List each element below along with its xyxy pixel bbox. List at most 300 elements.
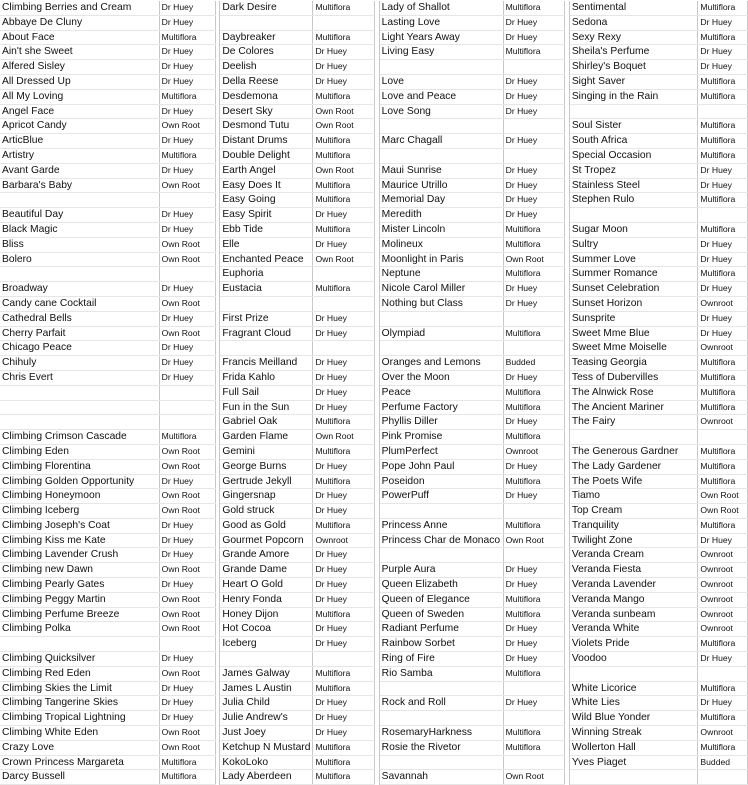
- rose-name-cell[interactable]: Stainless Steel: [569, 178, 698, 193]
- rootstock-cell[interactable]: Ownroot: [698, 622, 748, 637]
- rose-name-cell[interactable]: Earth Angel: [220, 163, 313, 178]
- rose-name-cell[interactable]: Pope John Paul: [379, 459, 503, 474]
- rose-name-cell[interactable]: Yves Piaget: [569, 755, 698, 770]
- rose-name-cell[interactable]: Double Delight: [220, 148, 313, 163]
- rootstock-cell[interactable]: Multiflora: [313, 770, 375, 785]
- rose-name-cell[interactable]: About Face: [0, 30, 159, 45]
- rose-name-cell[interactable]: Veranda sunbeam: [569, 607, 698, 622]
- rose-name-cell[interactable]: Easy Does It: [220, 178, 313, 193]
- rose-name-cell[interactable]: Cathedral Bells: [0, 311, 159, 326]
- rose-name-cell[interactable]: [0, 267, 159, 282]
- rose-name-cell[interactable]: [220, 652, 313, 667]
- rootstock-cell[interactable]: Own Root: [159, 459, 215, 474]
- rootstock-cell[interactable]: Dr Huey: [503, 622, 565, 637]
- rootstock-cell[interactable]: Multiflora: [313, 134, 375, 149]
- rootstock-cell[interactable]: Own Root: [159, 504, 215, 519]
- rose-name-cell[interactable]: Princess Anne: [379, 518, 503, 533]
- rootstock-cell[interactable]: Multiflora: [159, 30, 215, 45]
- rose-name-cell[interactable]: Veranda Cream: [569, 548, 698, 563]
- rootstock-cell[interactable]: Multiflora: [503, 518, 565, 533]
- rootstock-cell[interactable]: Dr Huey: [698, 163, 748, 178]
- rose-name-cell[interactable]: Molineux: [379, 237, 503, 252]
- rootstock-cell[interactable]: Multiflora: [698, 385, 748, 400]
- rootstock-cell[interactable]: Dr Huey: [159, 474, 215, 489]
- rose-name-cell[interactable]: Phyllis Diller: [379, 415, 503, 430]
- rose-name-cell[interactable]: Living Easy: [379, 45, 503, 60]
- rose-name-cell[interactable]: Climbing Golden Opportunity: [0, 474, 159, 489]
- rose-name-cell[interactable]: Sugar Moon: [569, 222, 698, 237]
- rootstock-cell[interactable]: Dr Huey: [313, 237, 375, 252]
- rootstock-cell[interactable]: Dr Huey: [503, 370, 565, 385]
- rose-name-cell[interactable]: Climbing Quicksilver: [0, 652, 159, 667]
- rose-name-cell[interactable]: Grande Dame: [220, 563, 313, 578]
- rootstock-cell[interactable]: Dr Huey: [159, 282, 215, 297]
- rootstock-cell[interactable]: Own Root: [313, 252, 375, 267]
- rose-name-cell[interactable]: Elle: [220, 237, 313, 252]
- rootstock-cell[interactable]: Dr Huey: [159, 370, 215, 385]
- rose-name-cell[interactable]: Veranda Fiesta: [569, 563, 698, 578]
- rootstock-cell[interactable]: Own Root: [313, 104, 375, 119]
- rose-name-cell[interactable]: Darcy Bussell: [0, 770, 159, 785]
- rootstock-cell[interactable]: Dr Huey: [698, 45, 748, 60]
- rootstock-cell[interactable]: Dr Huey: [503, 415, 565, 430]
- rootstock-cell[interactable]: Multiflora: [313, 666, 375, 681]
- rose-name-cell[interactable]: Frida Kahlo: [220, 370, 313, 385]
- rootstock-cell[interactable]: [503, 60, 565, 75]
- rootstock-cell[interactable]: [698, 666, 748, 681]
- rootstock-cell[interactable]: Multiflora: [698, 370, 748, 385]
- rootstock-cell[interactable]: Dr Huey: [503, 578, 565, 593]
- rose-name-cell[interactable]: Rainbow Sorbet: [379, 637, 503, 652]
- rose-name-cell[interactable]: Queen of Sweden: [379, 607, 503, 622]
- rootstock-cell[interactable]: Multiflora: [313, 518, 375, 533]
- rose-name-cell[interactable]: Daybreaker: [220, 30, 313, 45]
- rootstock-cell[interactable]: Dr Huey: [313, 696, 375, 711]
- rose-name-cell[interactable]: Purple Aura: [379, 563, 503, 578]
- rootstock-cell[interactable]: Multiflora: [698, 681, 748, 696]
- rootstock-cell[interactable]: Dr Huey: [159, 60, 215, 75]
- rootstock-cell[interactable]: Dr Huey: [313, 60, 375, 75]
- rootstock-cell[interactable]: Multiflora: [313, 30, 375, 45]
- rootstock-cell[interactable]: Dr Huey: [503, 489, 565, 504]
- rootstock-cell[interactable]: Dr Huey: [313, 578, 375, 593]
- rootstock-cell[interactable]: Multiflora: [698, 193, 748, 208]
- rose-name-cell[interactable]: Dark Desire: [220, 1, 313, 15]
- rootstock-cell[interactable]: Multiflora: [159, 755, 215, 770]
- rose-name-cell[interactable]: [379, 119, 503, 134]
- rose-name-cell[interactable]: Bliss: [0, 237, 159, 252]
- rootstock-cell[interactable]: Multiflora: [698, 637, 748, 652]
- rootstock-cell[interactable]: Dr Huey: [313, 400, 375, 415]
- rose-name-cell[interactable]: Francis Meilland: [220, 356, 313, 371]
- rootstock-cell[interactable]: Dr Huey: [159, 578, 215, 593]
- rose-name-cell[interactable]: Fun in the Sun: [220, 400, 313, 415]
- rootstock-cell[interactable]: Multiflora: [313, 607, 375, 622]
- rose-name-cell[interactable]: PlumPerfect: [379, 444, 503, 459]
- rose-name-cell[interactable]: Abbaye De Cluny: [0, 15, 159, 30]
- rose-name-cell[interactable]: Garden Flame: [220, 430, 313, 445]
- rose-name-cell[interactable]: Julie Andrew's: [220, 711, 313, 726]
- rose-name-cell[interactable]: Love: [379, 74, 503, 89]
- rose-name-cell[interactable]: Alfered Sisley: [0, 60, 159, 75]
- rootstock-cell[interactable]: Own Root: [159, 326, 215, 341]
- rose-name-cell[interactable]: James Galway: [220, 666, 313, 681]
- rose-name-cell[interactable]: Climbing new Dawn: [0, 563, 159, 578]
- rose-name-cell[interactable]: Sweet Mme Blue: [569, 326, 698, 341]
- rootstock-cell[interactable]: Dr Huey: [503, 282, 565, 297]
- rose-name-cell[interactable]: Sweet Mme Moiselle: [569, 341, 698, 356]
- rootstock-cell[interactable]: [503, 311, 565, 326]
- rootstock-cell[interactable]: Dr Huey: [503, 696, 565, 711]
- rootstock-cell[interactable]: Multiflora: [313, 444, 375, 459]
- rootstock-cell[interactable]: Multiflora: [698, 1, 748, 15]
- rose-name-cell[interactable]: [0, 637, 159, 652]
- rootstock-cell[interactable]: Dr Huey: [698, 237, 748, 252]
- rose-name-cell[interactable]: Gourmet Popcorn: [220, 533, 313, 548]
- rose-name-cell[interactable]: Maui Sunrise: [379, 163, 503, 178]
- rootstock-cell[interactable]: Ownroot: [698, 607, 748, 622]
- rose-name-cell[interactable]: Euphoria: [220, 267, 313, 282]
- rose-name-cell[interactable]: The Lady Gardener: [569, 459, 698, 474]
- rose-name-cell[interactable]: Meredith: [379, 208, 503, 223]
- rootstock-cell[interactable]: Dr Huey: [503, 459, 565, 474]
- rootstock-cell[interactable]: Dr Huey: [313, 726, 375, 741]
- rose-name-cell[interactable]: Pink Promise: [379, 430, 503, 445]
- rose-name-cell[interactable]: Full Sail: [220, 385, 313, 400]
- rootstock-cell[interactable]: Dr Huey: [698, 533, 748, 548]
- rose-name-cell[interactable]: Heart O Gold: [220, 578, 313, 593]
- rose-name-cell[interactable]: Twilight Zone: [569, 533, 698, 548]
- rootstock-cell[interactable]: Multiflora: [503, 1, 565, 15]
- rose-name-cell[interactable]: Shirley's Boquet: [569, 60, 698, 75]
- rose-name-cell[interactable]: [569, 104, 698, 119]
- rose-name-cell[interactable]: ArticBlue: [0, 134, 159, 149]
- rose-name-cell[interactable]: Climbing Skies the Limit: [0, 681, 159, 696]
- rose-name-cell[interactable]: The Alnwick Rose: [569, 385, 698, 400]
- rose-name-cell[interactable]: The Generous Gardner: [569, 444, 698, 459]
- rootstock-cell[interactable]: Dr Huey: [313, 385, 375, 400]
- rootstock-cell[interactable]: Dr Huey: [698, 60, 748, 75]
- rose-name-cell[interactable]: Henry Fonda: [220, 592, 313, 607]
- rose-name-cell[interactable]: Marc Chagall: [379, 134, 503, 149]
- rootstock-cell[interactable]: Multiflora: [159, 430, 215, 445]
- rootstock-cell[interactable]: Multiflora: [503, 400, 565, 415]
- rose-name-cell[interactable]: Della Reese: [220, 74, 313, 89]
- rootstock-cell[interactable]: Own Root: [159, 489, 215, 504]
- rootstock-cell[interactable]: [503, 711, 565, 726]
- rose-name-cell[interactable]: Barbara's Baby: [0, 178, 159, 193]
- rose-name-cell[interactable]: The Ancient Mariner: [569, 400, 698, 415]
- rootstock-cell[interactable]: Own Root: [159, 726, 215, 741]
- rose-name-cell[interactable]: Veranda White: [569, 622, 698, 637]
- rootstock-cell[interactable]: Multiflora: [698, 356, 748, 371]
- rootstock-cell[interactable]: Own Root: [503, 252, 565, 267]
- rootstock-cell[interactable]: Multiflora: [159, 770, 215, 785]
- rootstock-cell[interactable]: Multiflora: [503, 726, 565, 741]
- rose-name-cell[interactable]: Angel Face: [0, 104, 159, 119]
- rootstock-cell[interactable]: Dr Huey: [313, 711, 375, 726]
- rootstock-cell[interactable]: Own Root: [159, 563, 215, 578]
- rootstock-cell[interactable]: Own Root: [159, 622, 215, 637]
- rose-name-cell[interactable]: Tess of Dubervilles: [569, 370, 698, 385]
- rose-name-cell[interactable]: De Colores: [220, 45, 313, 60]
- rootstock-cell[interactable]: [698, 430, 748, 445]
- rootstock-cell[interactable]: Dr Huey: [313, 459, 375, 474]
- rootstock-cell[interactable]: [159, 400, 215, 415]
- rootstock-cell[interactable]: Own Root: [159, 237, 215, 252]
- rootstock-cell[interactable]: Dr Huey: [159, 15, 215, 30]
- rootstock-cell[interactable]: Dr Huey: [313, 326, 375, 341]
- rootstock-cell[interactable]: Multiflora: [698, 518, 748, 533]
- rootstock-cell[interactable]: Own Root: [503, 770, 565, 785]
- rose-name-cell[interactable]: Sunset Celebration: [569, 282, 698, 297]
- rootstock-cell[interactable]: Dr Huey: [698, 696, 748, 711]
- rootstock-cell[interactable]: Dr Huey: [698, 311, 748, 326]
- rootstock-cell[interactable]: Multiflora: [698, 400, 748, 415]
- rootstock-cell[interactable]: Dr Huey: [503, 30, 565, 45]
- rootstock-cell[interactable]: Dr Huey: [313, 208, 375, 223]
- rose-name-cell[interactable]: Singing in the Rain: [569, 89, 698, 104]
- rootstock-cell[interactable]: Dr Huey: [698, 252, 748, 267]
- rose-name-cell[interactable]: [379, 548, 503, 563]
- rootstock-cell[interactable]: Dr Huey: [503, 163, 565, 178]
- rose-name-cell[interactable]: Wollerton Hall: [569, 740, 698, 755]
- rootstock-cell[interactable]: Multiflora: [698, 444, 748, 459]
- rose-name-cell[interactable]: Memorial Day: [379, 193, 503, 208]
- rootstock-cell[interactable]: Dr Huey: [503, 193, 565, 208]
- rose-name-cell[interactable]: [220, 15, 313, 30]
- rootstock-cell[interactable]: Ownroot: [698, 415, 748, 430]
- rose-name-cell[interactable]: Sunset Horizon: [569, 296, 698, 311]
- rootstock-cell[interactable]: Dr Huey: [159, 74, 215, 89]
- rose-name-cell[interactable]: [569, 666, 698, 681]
- rose-name-cell[interactable]: Easy Going: [220, 193, 313, 208]
- rootstock-cell[interactable]: Own Root: [159, 607, 215, 622]
- rose-name-cell[interactable]: Climbing Crimson Cascade: [0, 430, 159, 445]
- rose-name-cell[interactable]: Oranges and Lemons: [379, 356, 503, 371]
- rose-name-cell[interactable]: Nothing but Class: [379, 296, 503, 311]
- rose-name-cell[interactable]: Sultry: [569, 237, 698, 252]
- rose-name-cell[interactable]: Violets Pride: [569, 637, 698, 652]
- rose-name-cell[interactable]: Climbing Tangerine Skies: [0, 696, 159, 711]
- rose-name-cell[interactable]: Savannah: [379, 770, 503, 785]
- rose-name-cell[interactable]: Peace: [379, 385, 503, 400]
- rose-name-cell[interactable]: Veranda Lavender: [569, 578, 698, 593]
- rose-name-cell[interactable]: [379, 341, 503, 356]
- rootstock-cell[interactable]: [503, 504, 565, 519]
- rose-name-cell[interactable]: Gertrude Jekyll: [220, 474, 313, 489]
- rose-name-cell[interactable]: Love Song: [379, 104, 503, 119]
- rootstock-cell[interactable]: [313, 341, 375, 356]
- rootstock-cell[interactable]: Dr Huey: [159, 45, 215, 60]
- rootstock-cell[interactable]: Dr Huey: [503, 74, 565, 89]
- rootstock-cell[interactable]: Dr Huey: [159, 711, 215, 726]
- rootstock-cell[interactable]: Multiflora: [503, 267, 565, 282]
- rootstock-cell[interactable]: [698, 208, 748, 223]
- rootstock-cell[interactable]: [503, 341, 565, 356]
- rootstock-cell[interactable]: Own Root: [159, 740, 215, 755]
- rose-name-cell[interactable]: [0, 400, 159, 415]
- rootstock-cell[interactable]: Multiflora: [503, 592, 565, 607]
- rose-name-cell[interactable]: Lady of Shallot: [379, 1, 503, 15]
- rootstock-cell[interactable]: Multiflora: [313, 282, 375, 297]
- rose-name-cell[interactable]: Mister Lincoln: [379, 222, 503, 237]
- rootstock-cell[interactable]: Multiflora: [313, 681, 375, 696]
- rose-name-cell[interactable]: Climbing Tropical Lightning: [0, 711, 159, 726]
- rose-name-cell[interactable]: Stephen Rulo: [569, 193, 698, 208]
- rose-name-cell[interactable]: Sight Saver: [569, 74, 698, 89]
- rose-name-cell[interactable]: White Lies: [569, 696, 698, 711]
- rootstock-cell[interactable]: Dr Huey: [159, 104, 215, 119]
- rootstock-cell[interactable]: Dr Huey: [698, 326, 748, 341]
- rootstock-cell[interactable]: [159, 415, 215, 430]
- rootstock-cell[interactable]: Dr Huey: [159, 681, 215, 696]
- rootstock-cell[interactable]: Dr Huey: [503, 104, 565, 119]
- rose-name-cell[interactable]: Climbing Perfume Breeze: [0, 607, 159, 622]
- rootstock-cell[interactable]: Dr Huey: [503, 15, 565, 30]
- rootstock-cell[interactable]: Own Root: [159, 252, 215, 267]
- rose-name-cell[interactable]: Teasing Georgia: [569, 356, 698, 371]
- rose-name-cell[interactable]: Summer Romance: [569, 267, 698, 282]
- rootstock-cell[interactable]: Dr Huey: [159, 134, 215, 149]
- rose-name-cell[interactable]: [379, 711, 503, 726]
- rose-name-cell[interactable]: Voodoo: [569, 652, 698, 667]
- rose-name-cell[interactable]: Desmond Tutu: [220, 119, 313, 134]
- rootstock-cell[interactable]: Ownroot: [698, 296, 748, 311]
- rootstock-cell[interactable]: Own Root: [159, 444, 215, 459]
- rootstock-cell[interactable]: Multiflora: [503, 237, 565, 252]
- rootstock-cell[interactable]: Multiflora: [698, 30, 748, 45]
- rootstock-cell[interactable]: Dr Huey: [313, 45, 375, 60]
- rose-name-cell[interactable]: Sheila's Perfume: [569, 45, 698, 60]
- rose-name-cell[interactable]: Climbing White Eden: [0, 726, 159, 741]
- rose-name-cell[interactable]: Tiamo: [569, 489, 698, 504]
- rootstock-cell[interactable]: Dr Huey: [698, 15, 748, 30]
- rootstock-cell[interactable]: Dr Huey: [159, 518, 215, 533]
- rootstock-cell[interactable]: Dr Huey: [698, 652, 748, 667]
- rose-name-cell[interactable]: Ketchup N Mustard: [220, 740, 313, 755]
- rootstock-cell[interactable]: Dr Huey: [313, 356, 375, 371]
- rose-name-cell[interactable]: Chihuly: [0, 356, 159, 371]
- rose-name-cell[interactable]: Ring of Fire: [379, 652, 503, 667]
- rose-name-cell[interactable]: Climbing Eden: [0, 444, 159, 459]
- rose-name-cell[interactable]: Climbing Iceberg: [0, 504, 159, 519]
- rose-name-cell[interactable]: First Prize: [220, 311, 313, 326]
- rose-name-cell[interactable]: James L Austin: [220, 681, 313, 696]
- rose-name-cell[interactable]: Poseidon: [379, 474, 503, 489]
- rootstock-cell[interactable]: Own Root: [313, 163, 375, 178]
- rose-name-cell[interactable]: Good as Gold: [220, 518, 313, 533]
- rootstock-cell[interactable]: Dr Huey: [503, 637, 565, 652]
- rose-name-cell[interactable]: Desert Sky: [220, 104, 313, 119]
- rose-name-cell[interactable]: Climbing Polka: [0, 622, 159, 637]
- rootstock-cell[interactable]: Multiflora: [698, 148, 748, 163]
- rootstock-cell[interactable]: Dr Huey: [313, 548, 375, 563]
- rootstock-cell[interactable]: Multiflora: [698, 740, 748, 755]
- rose-name-cell[interactable]: Ebb Tide: [220, 222, 313, 237]
- rootstock-cell[interactable]: [503, 755, 565, 770]
- rose-name-cell[interactable]: Desdemona: [220, 89, 313, 104]
- rootstock-cell[interactable]: Own Root: [313, 119, 375, 134]
- rootstock-cell[interactable]: Dr Huey: [313, 563, 375, 578]
- rootstock-cell[interactable]: Budded: [698, 755, 748, 770]
- rose-name-cell[interactable]: Apricot Candy: [0, 119, 159, 134]
- rose-name-cell[interactable]: Crown Princess Margareta: [0, 755, 159, 770]
- rootstock-cell[interactable]: Dr Huey: [503, 134, 565, 149]
- rootstock-cell[interactable]: Dr Huey: [503, 208, 565, 223]
- rootstock-cell[interactable]: Multiflora: [698, 459, 748, 474]
- rose-name-cell[interactable]: [0, 385, 159, 400]
- rose-name-cell[interactable]: Bolero: [0, 252, 159, 267]
- rose-name-cell[interactable]: Easy Spirit: [220, 208, 313, 223]
- rose-name-cell[interactable]: Top Cream: [569, 504, 698, 519]
- rootstock-cell[interactable]: Multiflora: [698, 74, 748, 89]
- rose-name-cell[interactable]: The Fairy: [569, 415, 698, 430]
- rootstock-cell[interactable]: Multiflora: [503, 326, 565, 341]
- rose-name-cell[interactable]: RosemaryHarkness: [379, 726, 503, 741]
- rootstock-cell[interactable]: Dr Huey: [698, 178, 748, 193]
- rose-name-cell[interactable]: Hot Cocoa: [220, 622, 313, 637]
- rootstock-cell[interactable]: Multiflora: [313, 193, 375, 208]
- rootstock-cell[interactable]: Own Root: [159, 296, 215, 311]
- rose-name-cell[interactable]: KokoLoko: [220, 755, 313, 770]
- rose-name-cell[interactable]: Iceberg: [220, 637, 313, 652]
- rootstock-cell[interactable]: Multiflora: [503, 385, 565, 400]
- rootstock-cell[interactable]: Ownroot: [698, 726, 748, 741]
- rootstock-cell[interactable]: Multiflora: [313, 474, 375, 489]
- rootstock-cell[interactable]: Multiflora: [698, 134, 748, 149]
- rootstock-cell[interactable]: Dr Huey: [698, 282, 748, 297]
- rootstock-cell[interactable]: Own Root: [698, 504, 748, 519]
- rootstock-cell[interactable]: Multiflora: [313, 178, 375, 193]
- rootstock-cell[interactable]: Ownroot: [698, 548, 748, 563]
- rose-name-cell[interactable]: All My Loving: [0, 89, 159, 104]
- rootstock-cell[interactable]: Dr Huey: [503, 89, 565, 104]
- rootstock-cell[interactable]: Dr Huey: [503, 652, 565, 667]
- rose-name-cell[interactable]: Distant Drums: [220, 134, 313, 149]
- rose-name-cell[interactable]: Climbing Honeymoon: [0, 489, 159, 504]
- rose-name-cell[interactable]: Light Years Away: [379, 30, 503, 45]
- rootstock-cell[interactable]: Dr Huey: [313, 592, 375, 607]
- rose-name-cell[interactable]: Just Joey: [220, 726, 313, 741]
- rose-name-cell[interactable]: [379, 148, 503, 163]
- rose-name-cell[interactable]: Black Magic: [0, 222, 159, 237]
- rootstock-cell[interactable]: Own Root: [159, 666, 215, 681]
- rose-name-cell[interactable]: Julia Child: [220, 696, 313, 711]
- rootstock-cell[interactable]: Multiflora: [698, 119, 748, 134]
- rose-name-cell[interactable]: Radiant Perfume: [379, 622, 503, 637]
- rootstock-cell[interactable]: Dr Huey: [313, 311, 375, 326]
- rose-name-cell[interactable]: Sunsprite: [569, 311, 698, 326]
- rootstock-cell[interactable]: [503, 148, 565, 163]
- rose-name-cell[interactable]: Gingersnap: [220, 489, 313, 504]
- rose-name-cell[interactable]: Tranquility: [569, 518, 698, 533]
- rose-name-cell[interactable]: All Dressed Up: [0, 74, 159, 89]
- rootstock-cell[interactable]: Multiflora: [503, 607, 565, 622]
- rootstock-cell[interactable]: Dr Huey: [159, 696, 215, 711]
- rootstock-cell[interactable]: Multiflora: [313, 222, 375, 237]
- rootstock-cell[interactable]: Ownroot: [698, 341, 748, 356]
- rootstock-cell[interactable]: Multiflora: [503, 45, 565, 60]
- rose-name-cell[interactable]: Grande Amore: [220, 548, 313, 563]
- rootstock-cell[interactable]: Dr Huey: [159, 1, 215, 15]
- rootstock-cell[interactable]: Own Root: [503, 533, 565, 548]
- rootstock-cell[interactable]: Dr Huey: [313, 489, 375, 504]
- rootstock-cell[interactable]: Ownroot: [698, 578, 748, 593]
- rose-name-cell[interactable]: George Burns: [220, 459, 313, 474]
- rootstock-cell[interactable]: Dr Huey: [159, 163, 215, 178]
- rootstock-cell[interactable]: Multiflora: [698, 89, 748, 104]
